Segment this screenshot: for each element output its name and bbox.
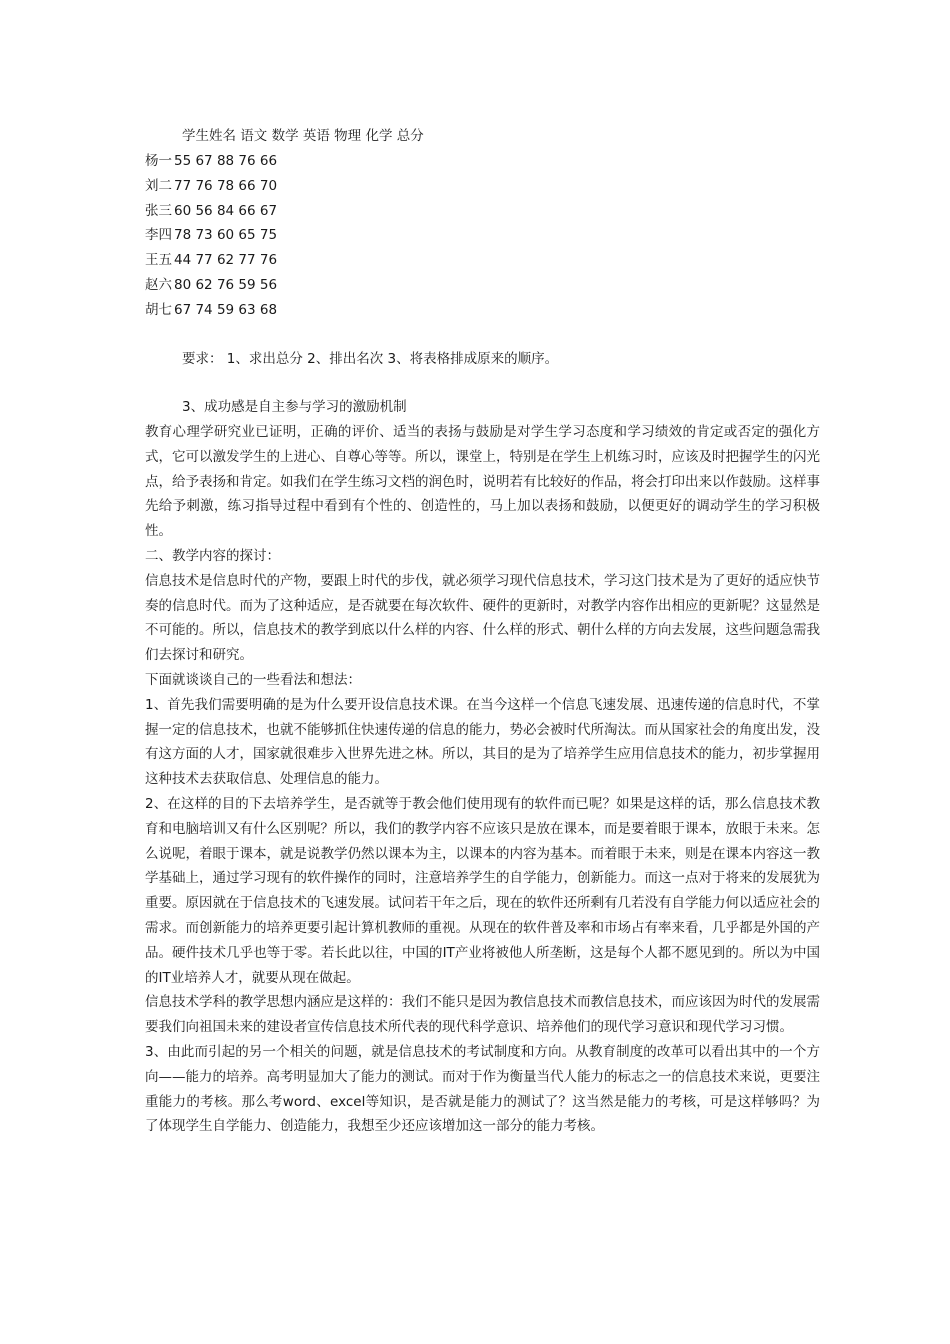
student-name: 王五 xyxy=(145,252,172,269)
table-row xyxy=(145,174,820,199)
student-scores: 67 74 59 63 68 xyxy=(174,301,278,318)
views-intro: 下面就谈谈自己的一些看法和想法： xyxy=(145,671,361,688)
table-row xyxy=(145,223,820,248)
student-scores: 60 56 84 66 67 xyxy=(174,202,278,219)
student-name: 赵六 xyxy=(145,276,172,293)
part2-intro: 信息技术是信息时代的产物，要跟上时代的步伐，就必须学习现代信息技术，学习这门技术是为了更好的适应快节奏的信息时代。而为了这种适应，是否就要在每次软件、硬件的更新时，对教学内容作出相应的更新呢？这显然是不可能的。所以，信息技术的教学到底以什么样的内容、什么样的形式、朝什么样的方向去发展，这些问题急需我们去探讨和研究。 xyxy=(145,572,820,664)
student-name: 杨一 xyxy=(145,153,172,169)
table-row xyxy=(145,248,820,273)
score-table xyxy=(145,149,820,323)
requirements: 要求： 1、求出总分 2、排出名次 3、将表格排成原来的顺序。 xyxy=(182,351,559,367)
section3-body: 教育心理学研究业已证明，正确的评价、适当的表扬与鼓励是对学生学习态度和学习绩效的肯定或否定的强化方式，它可以激发学生的上进心、自尊心等等。所以，课堂上，特别是在学生上机练习时，应该及时把握学生的闪光点，给予表扬和肯定。如我们在学生练习文档的润色时，说明若有比较好的作品，将会打印出来以作鼓励。这样事先给予刺激，练习指导过程中看到有个性的、创造性的，马上加以表扬和鼓励，以便更好的调动学生的学习积极性。 xyxy=(145,424,820,540)
table-row xyxy=(145,273,820,298)
body-text xyxy=(145,420,820,1139)
table-header: 学生姓名 语文 数学 英语 物理 化学 总分 xyxy=(182,128,424,144)
student-name: 刘二 xyxy=(145,177,172,194)
student-name: 张三 xyxy=(145,202,172,219)
point-3: 3、由此而引起的另一个相关的问题，就是信息技术的考试制度和方向。从教育制度的改革可以看出其中的一个方向——能力的培养。高考明显加大了能力的测试。而对于作为衡量当代人能力的标志之一的信息技术来说，更要注重能力的考核。那么考word、excel等知识，是否就是能力的测试了？这当然是能力的考核，可是这样够吗？为了体现学生自学能力、创造能力，我想至少还应该增加这一部分的能力考核。 xyxy=(145,1043,820,1135)
point-2: 2、在这样的目的下去培养学生，是否就等于教会他们使用现有的软件而已呢？如果是这样的话，那么信息技术教育和电脑培训又有什么区别呢？所以，我们的教学内容不应该只是放在课本，而是要着眼于课本，放眼于未来。怎么说呢，着眼于课本，就是说教学仍然以课本为主，以课本的内容为基本。而着眼于未来，则是在课本内容这一教学基础上，通过学习现有的软件操作的同时，注意培养学生的自学能力，创新能力。而这一点对于将来的发展犹为重要。原因就在于信息技术的飞速发展。试问若干年之后，现在的软件还所剩有几若没有自学能力何以适应社会的需求。而创新能力的培养更要引起计算机教师的重视。从现在的软件普及率和市场占有率来看，几乎都是外国的产品。硬件技术几乎也等于零。若长此以往，中国的IT产业将被他人所垄断，这是每个人都不愿见到的。所以为中国的IT业培养人才，就要从现在做起。 xyxy=(145,795,820,986)
student-scores: 44 77 62 77 76 xyxy=(174,252,278,269)
table-row xyxy=(145,149,820,174)
table-row xyxy=(145,199,820,224)
student-scores: 55 67 88 76 66 xyxy=(174,153,278,169)
student-name: 李四 xyxy=(145,227,172,244)
student-name: 胡七 xyxy=(145,301,172,318)
thought-paragraph: 信息技术学科的教学思想内涵应是这样的：我们不能只是因为教信息技术而教信息技术，而应该因为时代的发展需要我们向祖国未来的建设者宣传信息技术所代表的现代科学意识、培养他们的现代学习意识和现代学习习惯。 xyxy=(145,994,820,1036)
point-1: 1、首先我们需要明确的是为什么要开设信息技术课。在当今这样一个信息飞速发展、迅速传递的信息时代，不掌握一定的信息技术，也就不能够抓住快速传递的信息的能力，势必会被时代所淘汰。而从国家社会的角度出发，没有这方面的人才，国家就很难步入世界先进之林。所以，其目的是为了培养学生应用信息技术的能力，初步掌握用这种技术去获取信息、处理信息的能力。 xyxy=(145,696,820,788)
section3-heading: 3、成功感是自主参与学习的激励机制 xyxy=(182,399,407,415)
table-row xyxy=(145,298,820,323)
student-scores: 77 76 78 66 70 xyxy=(174,177,278,194)
student-scores: 78 73 60 65 75 xyxy=(174,227,278,244)
student-scores: 80 62 76 59 56 xyxy=(174,276,278,293)
part2-heading: 二、教学内容的探讨： xyxy=(145,547,280,564)
